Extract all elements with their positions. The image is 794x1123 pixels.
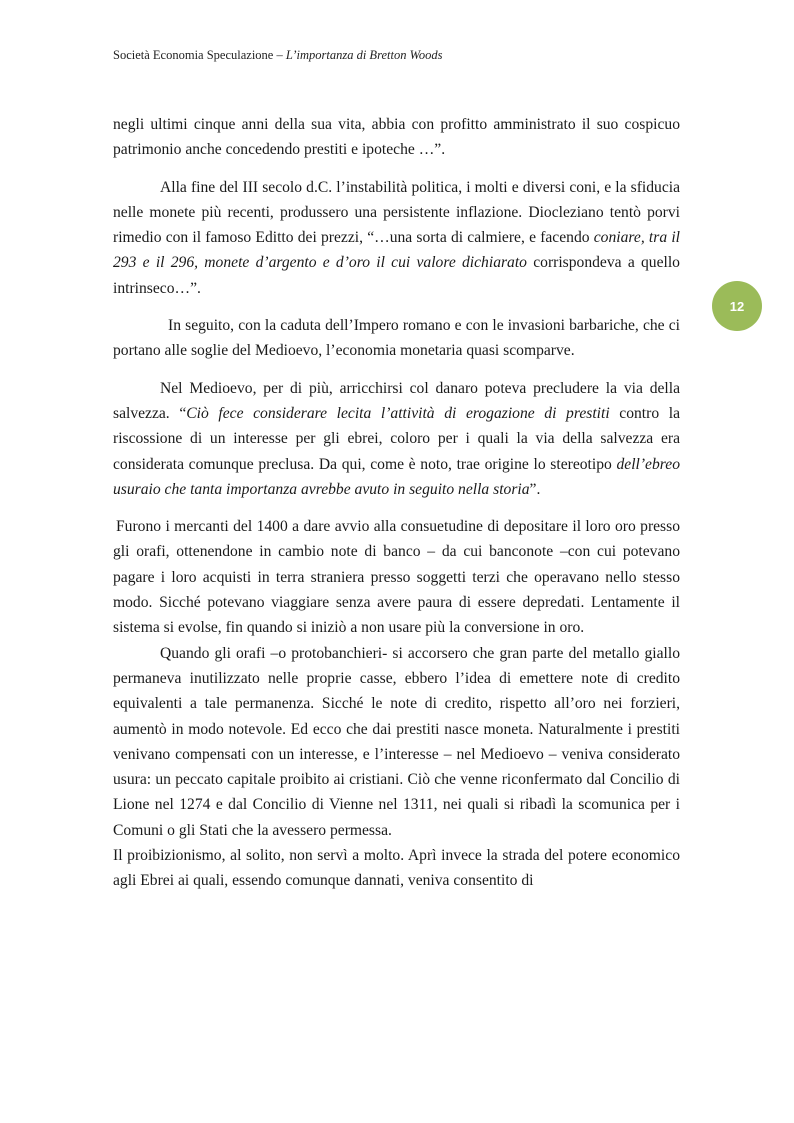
- paragraph-4: [113, 376, 680, 502]
- paragraph-2-text-a: Alla fine del III secolo d.C. l’instabilità politica, i molti e diversi coni, e la sfiducia nelle monete più recenti, produssero una persistente inflazione. Diocleziano tentò porvi rimedio con il famoso Editto dei prezzi, “…una sorta di calmiere, e facendo: [113, 178, 680, 247]
- paragraph-2-text-b: corrispondeva a quello intrinseco…”.: [113, 254, 680, 297]
- page-number-badge: [712, 281, 762, 331]
- paragraph-6: Quando gli orafi –o protobanchieri- si accorsero che gran parte del metallo giallo permaneva inutilizzato nelle proprie casse, ebbero l’idea di emettere note di credito equivalenti a tale permanenza. Sicché le note di credito, rispetto all’oro nei forzieri, aumentò in modo notevole. Ed ecco che dai prestiti nasce moneta. Naturalmente i prestiti venivano compensati con un interesse, e l’interesse – nel Medioevo – veniva considerato usura: un peccato capitale proibito ai cristiani. Ciò che venne riconfermato dal Concilio di Lione nel 1274 e dal Concilio di Vienne nel 1311, nei quali si ribadì la scomunica per i Comuni o gli Stati che la avessero permessa.: [113, 644, 680, 839]
- paragraph-2: [113, 175, 680, 301]
- paragraph-2-italic: coniare, tra il 293 e il 296, monete d’argento e d’oro il cui valore dichiarato: [113, 229, 680, 272]
- running-header: [113, 48, 442, 63]
- paragraph-4-text-c: ”.: [529, 480, 541, 498]
- paragraph-4-text-a: Nel Medioevo, per di più, arricchirsi col danaro poteva precludere la via della salvezza. “: [113, 379, 680, 422]
- paragraph-1: negli ultimi cinque anni della sua vita, abbia con profitto amministrato il suo cospicuo patrimonio anche concedendo prestiti e ipoteche …”.: [113, 116, 680, 159]
- paragraph-5: Furono i mercanti del 1400 a dare avvio alla consuetudine di depositare il loro oro presso gli orafi, ottenendone in cambio note di banco – da cui banconote –con cui potevano pagare i loro acquisti in terra straniera presso soggetti terzi che operavano nello stesso modo. Sicché potevano viaggiare senza avere paura di essere depredati. Lentamente il sistema si evolse, fin quando si iniziò a non usare più la conversione in oro.: [113, 518, 680, 637]
- header-subtitle: L’importanza di Bretton Woods: [285, 48, 443, 62]
- paragraph-4-italic-1: Ciò fece considerare lecita l’attività di erogazione di prestiti: [186, 404, 610, 422]
- paragraph-4-text-b: contro la riscossione di un interesse per gli ebrei, coloro per i quali la via della salvezza era considerata comunque preclusa. Da qui, come è noto, trae origine lo stereotipo: [113, 404, 680, 473]
- header-title: Società Economia Speculazione –: [113, 48, 286, 62]
- paragraph-4-italic-2: dell’ebreo usuraio che tanta importanza avrebbe avuto in seguito nella storia: [113, 455, 680, 498]
- paragraph-3: In seguito, con la caduta dell’Impero romano e con le invasioni barbariche, che ci portano alle soglie del Medioevo, l’economia monetaria quasi scomparve.: [113, 317, 680, 360]
- paragraph-7: Il proibizionismo, al solito, non servì a molto. Aprì invece la strada del potere economico agli Ebrei ai quali, essendo comunque dannati, veniva consentito di: [113, 847, 680, 890]
- page-number: 12: [729, 298, 745, 314]
- document-body: [113, 112, 680, 894]
